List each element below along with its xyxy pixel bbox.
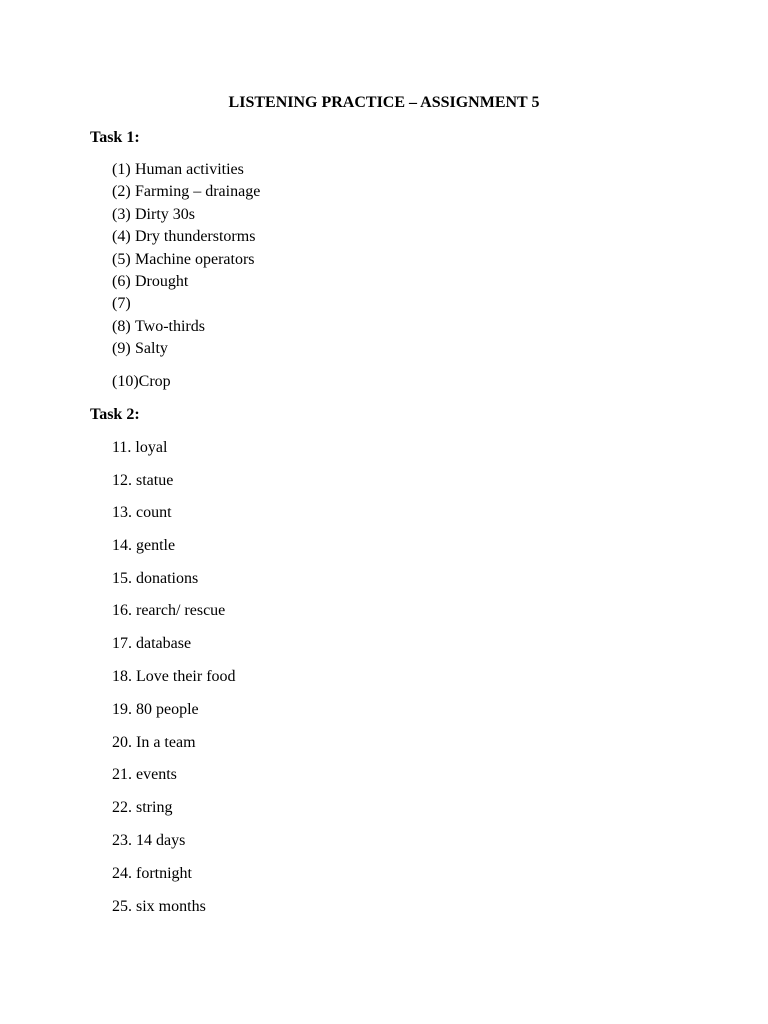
task1-item-number: (1) bbox=[112, 161, 131, 178]
task1-item bbox=[112, 250, 255, 270]
task2-item: 23. 14 days bbox=[112, 832, 186, 849]
document-title: LISTENING PRACTICE – ASSIGNMENT 5 bbox=[228, 94, 540, 111]
task1-item-number: (2) bbox=[112, 183, 131, 200]
task2-item: 16. rearch/ rescue bbox=[112, 602, 226, 619]
task1-item-text: Dirty 30s bbox=[135, 206, 195, 223]
task1-item bbox=[112, 227, 255, 247]
task1-item-text: Dry thunderstorms bbox=[135, 228, 256, 245]
task2-item: 13. count bbox=[112, 504, 172, 521]
task1-item-number: (7) bbox=[112, 295, 131, 312]
task2-item: 20. In a team bbox=[112, 734, 196, 751]
task1-item bbox=[112, 182, 260, 202]
task1-item-text: Human activities bbox=[135, 161, 244, 178]
task2-item: 22. string bbox=[112, 799, 173, 816]
task1-item-text: Two-thirds bbox=[135, 318, 205, 335]
task1-item-number: (10) bbox=[112, 373, 139, 390]
task2-item: 18. Love their food bbox=[112, 668, 236, 685]
task1-item-number: (8) bbox=[112, 318, 131, 335]
task1-item-number: (4) bbox=[112, 228, 131, 245]
task1-item-text: Salty bbox=[135, 340, 168, 357]
task1-item-text: Farming – drainage bbox=[135, 183, 261, 200]
task1-item bbox=[112, 272, 188, 292]
task1-item bbox=[112, 317, 205, 337]
task1-item-text: Drought bbox=[135, 273, 189, 290]
task1-item bbox=[112, 160, 244, 180]
task1-item bbox=[112, 339, 168, 359]
task1-item-number: (9) bbox=[112, 340, 131, 357]
task1-item bbox=[112, 294, 135, 314]
task1-item-number: (5) bbox=[112, 251, 131, 268]
task2-item: 25. six months bbox=[112, 898, 206, 915]
task2-heading: Task 2: bbox=[90, 406, 140, 423]
task1-heading: Task 1: bbox=[90, 129, 140, 146]
task2-item: 15. donations bbox=[112, 570, 199, 587]
task2-item: 11. loyal bbox=[112, 439, 168, 456]
task1-item-number: (6) bbox=[112, 273, 131, 290]
task1-item-text: Crop bbox=[138, 373, 171, 390]
task1-item bbox=[112, 205, 195, 225]
task1-item bbox=[112, 372, 171, 392]
task2-item: 17. database bbox=[112, 635, 192, 652]
task2-item: 12. statue bbox=[112, 472, 174, 489]
task2-item: 19. 80 people bbox=[112, 701, 199, 718]
task2-item: 24. fortnight bbox=[112, 865, 192, 882]
task2-item: 14. gentle bbox=[112, 537, 176, 554]
task2-item: 21. events bbox=[112, 766, 177, 783]
task1-item-text: Machine operators bbox=[135, 251, 255, 268]
task1-item-number: (3) bbox=[112, 206, 131, 223]
